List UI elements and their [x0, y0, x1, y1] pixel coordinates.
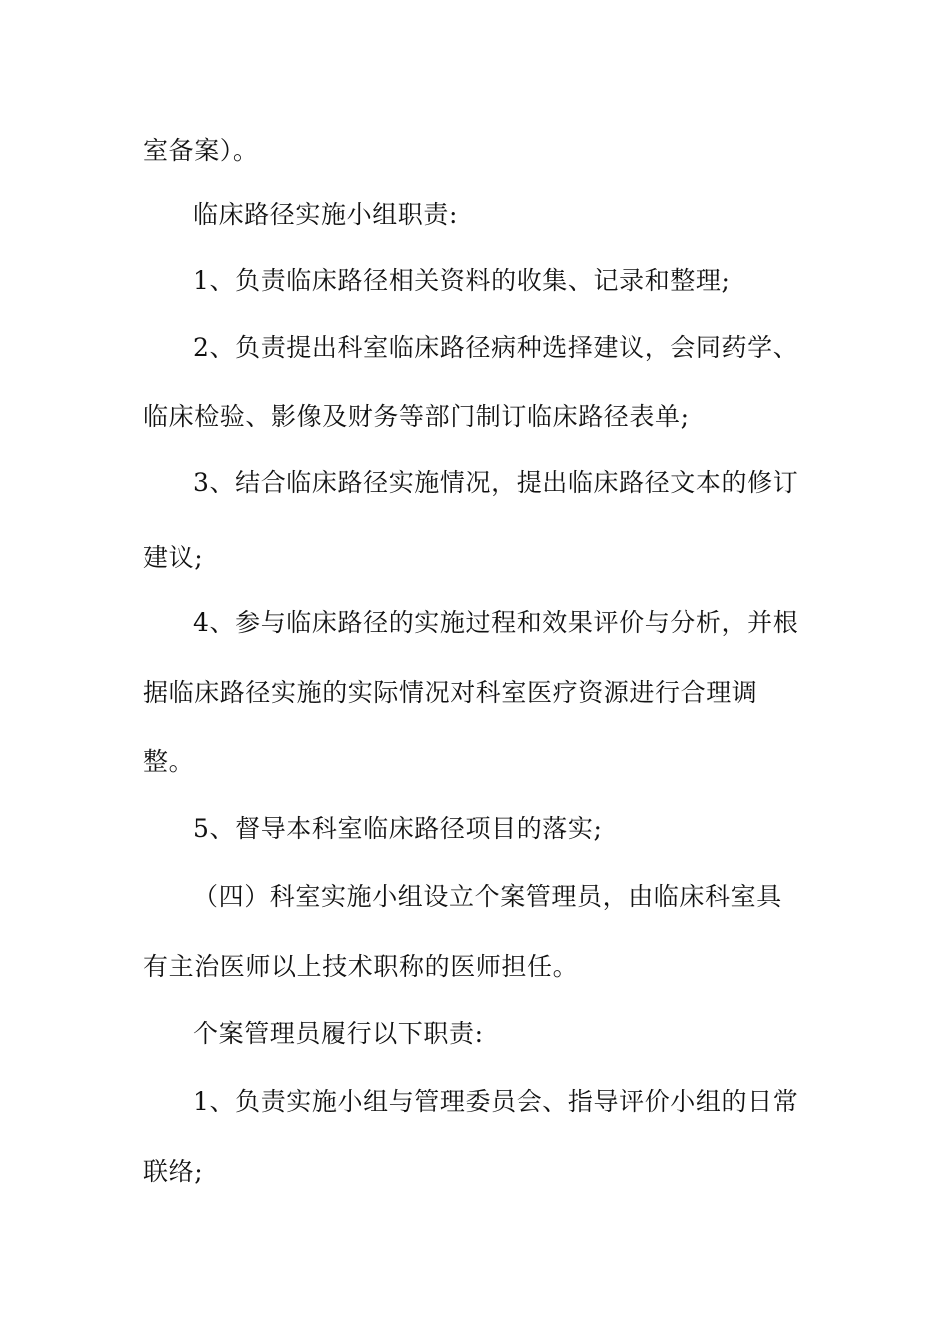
section-heading: 个案管理员履行以下职责:: [193, 1019, 484, 1048]
text-line: 联络;: [143, 1157, 204, 1186]
list-item: 3、结合临床路径实施情况，提出临床路径文本的修订: [193, 468, 799, 497]
list-item: 4、参与临床路径的实施过程和效果评价与分析，并根: [193, 608, 799, 637]
section-paragraph: （四）科室实施小组设立个案管理员，由临床科室具: [193, 882, 782, 911]
list-item: 1、负责临床路径相关资料的收集、记录和整理;: [193, 266, 731, 295]
text-line: 室备案）。: [143, 136, 259, 165]
text-line: 有主治医师以上技术职称的医师担任。: [143, 952, 579, 981]
section-heading: 临床路径实施小组职责:: [193, 200, 459, 229]
list-item: 1、负责实施小组与管理委员会、指导评价小组的日常: [193, 1087, 799, 1116]
text-line: 临床检验、影像及财务等部门制订临床路径表单;: [143, 402, 690, 431]
list-item: 2、负责提出科室临床路径病种选择建议，会同药学、: [193, 333, 799, 362]
list-item: 5、督导本科室临床路径项目的落实;: [193, 814, 603, 843]
text-line: 整。: [143, 747, 195, 776]
text-line: 据临床路径实施的实际情况对科室医疗资源进行合理调: [143, 678, 758, 707]
text-line: 建议;: [143, 543, 204, 572]
